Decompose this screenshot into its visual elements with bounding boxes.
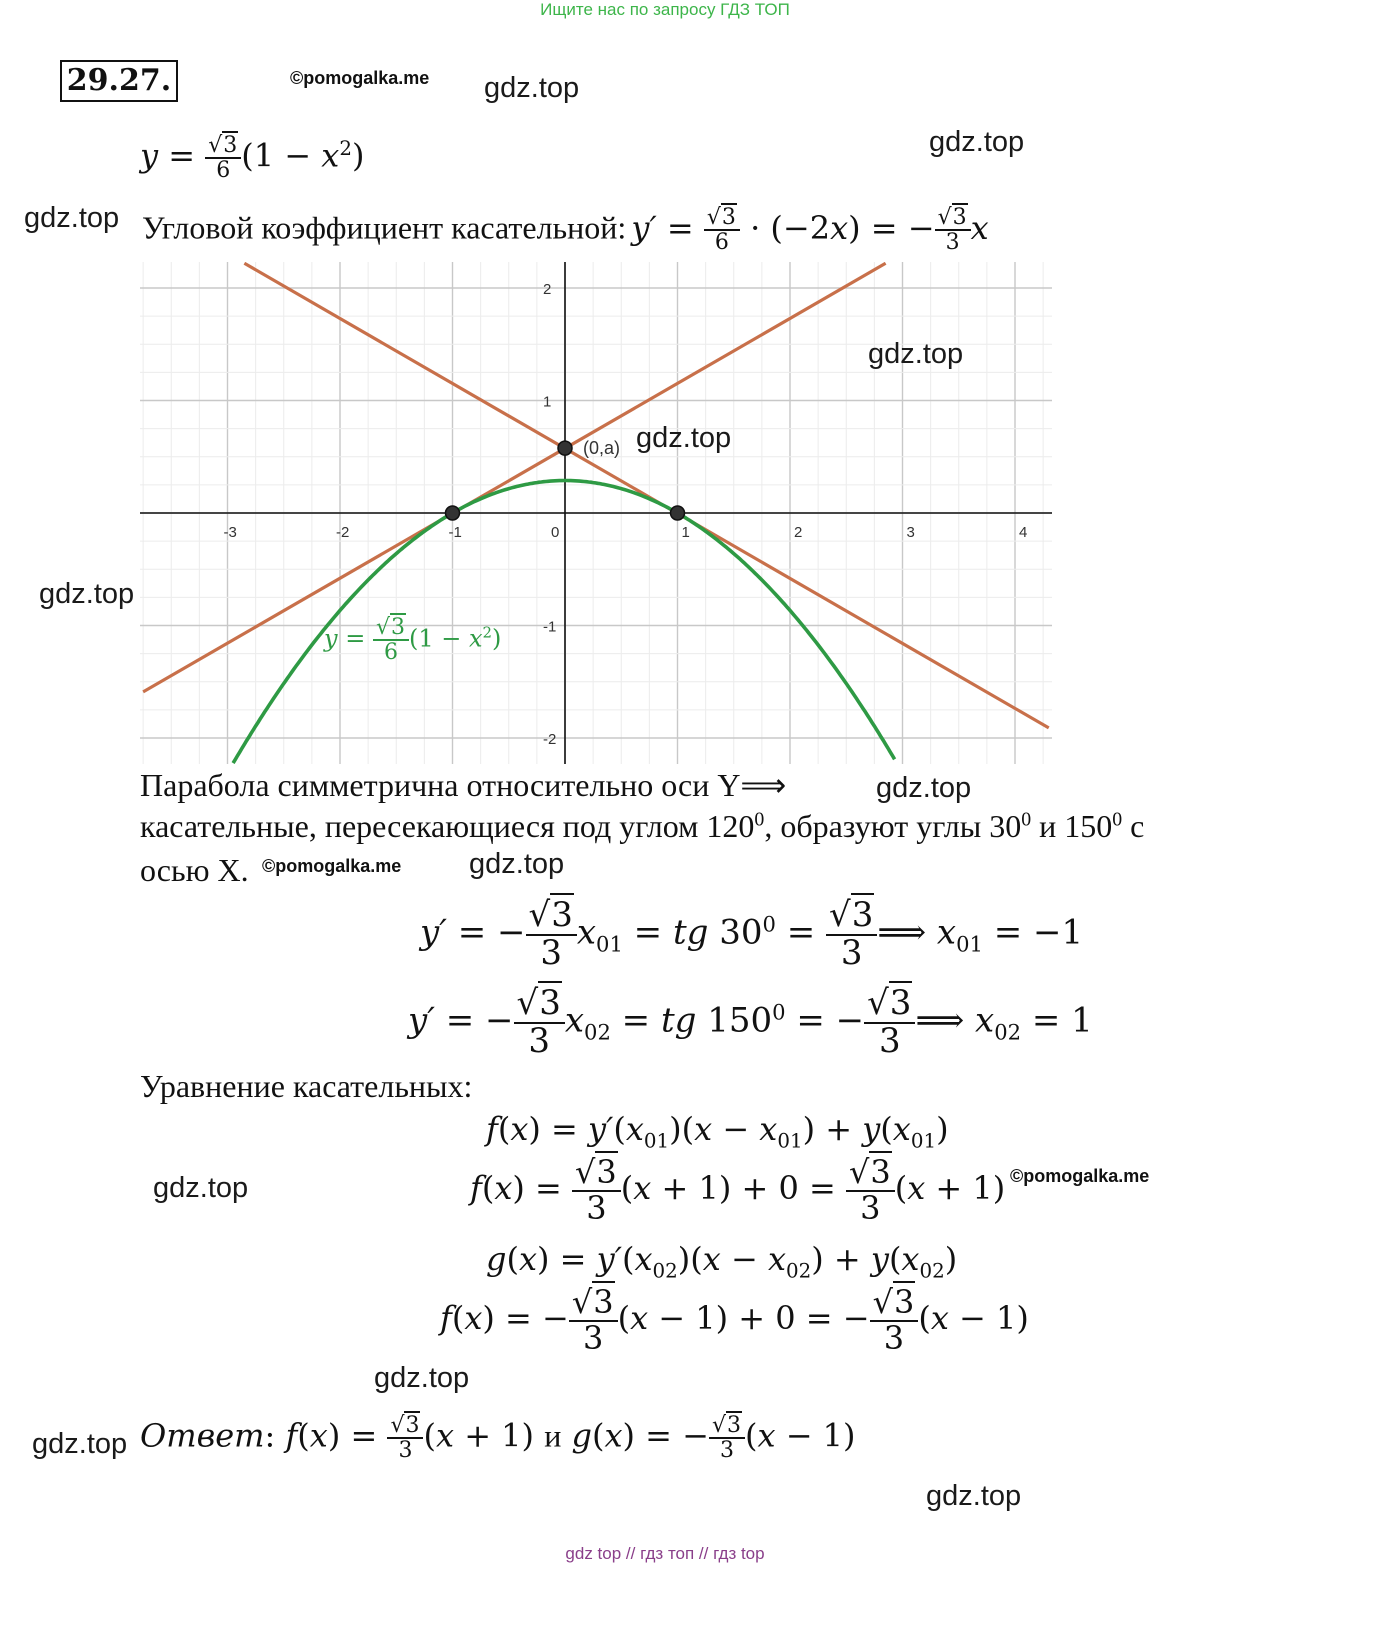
graph-point (558, 441, 572, 455)
copyright-watermark: ©pomogalka.me (262, 856, 402, 876)
tangent-line (143, 263, 886, 692)
point-label: (0,a) (583, 438, 621, 459)
x-tick-label: 0 (551, 524, 560, 541)
symmetry-line-2: касательные, пересекающиеся под углом $120^0$, образуют углы $30^0$ и $150^0$ с (140, 808, 1145, 844)
tangent-general-g: $g(x) = y'(x_{02})(x - x_{02}) + y(x_{02})$ (486, 1240, 958, 1283)
site-watermark: gdz.top (484, 72, 580, 104)
site-watermark: gdz.top (39, 578, 135, 610)
site-watermark: gdz.top (926, 1480, 1022, 1512)
derivative-equation-2: y′ = − $\frac{√3}{3}$ $x_{02}$ = tg $150^0$ = − $\frac{√3}{3}$ ⟹ $x_{02} = 1$ (408, 983, 1093, 1061)
x-tick-label: 1 (681, 524, 690, 541)
problem-number: 29.27. (60, 60, 178, 102)
y-tick-label: 1 (543, 393, 552, 411)
copyright-watermark: ©pomogalka.me (290, 68, 430, 88)
function-definition: y = $\frac{√3}{6}$ $(1 - x^2)$ (140, 133, 365, 184)
derivative-equation-1: y′ = − $\frac{√3}{3}$ $x_{01}$ = tg $30^0$ = $\frac{√3}{3}$ ⟹ $x_{01} = -1$ (420, 895, 1084, 973)
site-watermark: gdz.top (876, 772, 972, 804)
tangent-f-result: f(x) = $\frac{√3}{3}$ (x + 1) + 0 = $\frac{√3}{3}$ (x + 1) (470, 1153, 1006, 1227)
copyright-watermark: ©pomogalka.me (1010, 1166, 1150, 1186)
symmetry-line-3: осью X. (140, 852, 249, 888)
site-watermark: gdz.top (868, 338, 964, 370)
x-tick-label: -1 (448, 524, 462, 541)
tangent-g-result: f(x) = − $\frac{√3}{3}$ (x − 1) + 0 = − $\frac{√3}{3}$ (x − 1) (440, 1283, 1029, 1357)
site-watermark: gdz.top (24, 202, 120, 234)
site-watermark: gdz.top (469, 848, 565, 880)
y-tick-label: -2 (543, 731, 557, 748)
site-watermark: gdz.top (636, 422, 732, 454)
header-search-link[interactable]: Ищите нас по запросу ГДЗ ТОП (540, 0, 790, 19)
tangent-general-f: $f(x) = y'(x_{01})(x - x_{01}) + y(x_{01})$ (486, 1110, 949, 1153)
x-tick-label: 3 (906, 524, 915, 541)
tangent-equations-title: Уравнение касательных: (140, 1068, 473, 1104)
site-watermark: gdz.top (374, 1362, 470, 1394)
curve-label: y = $\frac{√3}{6}$ $(1 - x^2)$ (324, 615, 502, 666)
y-tick-label: -1 (543, 618, 557, 636)
symmetry-line-1: Парабола симметрична относительно оси Y⟹ (140, 767, 787, 803)
x-tick-label: -2 (336, 524, 350, 541)
x-tick-label: -3 (223, 524, 237, 541)
site-watermark: gdz.top (929, 126, 1025, 158)
y-tick-label: 2 (543, 281, 552, 298)
site-watermark: gdz.top (153, 1172, 249, 1204)
graph-point (671, 506, 685, 520)
slope-intro-text: Угловой коэффициент касательной: (142, 209, 627, 246)
x-tick-label: 4 (1019, 524, 1028, 541)
footer-links[interactable]: gdz top // гдз топ // гдз top (565, 1544, 765, 1563)
graph-point (446, 506, 460, 520)
answer-line: Ответ: f(x) = $\frac{√3}{3}$ (x + 1) и g(x) = − $\frac{√3}{3}$ (x − 1) (140, 1413, 856, 1464)
x-tick-label: 2 (794, 524, 803, 541)
slope-line: Угловой коэффициент касательной: y′ = $\frac{√3}{6}$ · (−2x) = − $\frac{√3}{3}$ x (142, 205, 989, 256)
site-watermark: gdz.top (32, 1428, 128, 1460)
